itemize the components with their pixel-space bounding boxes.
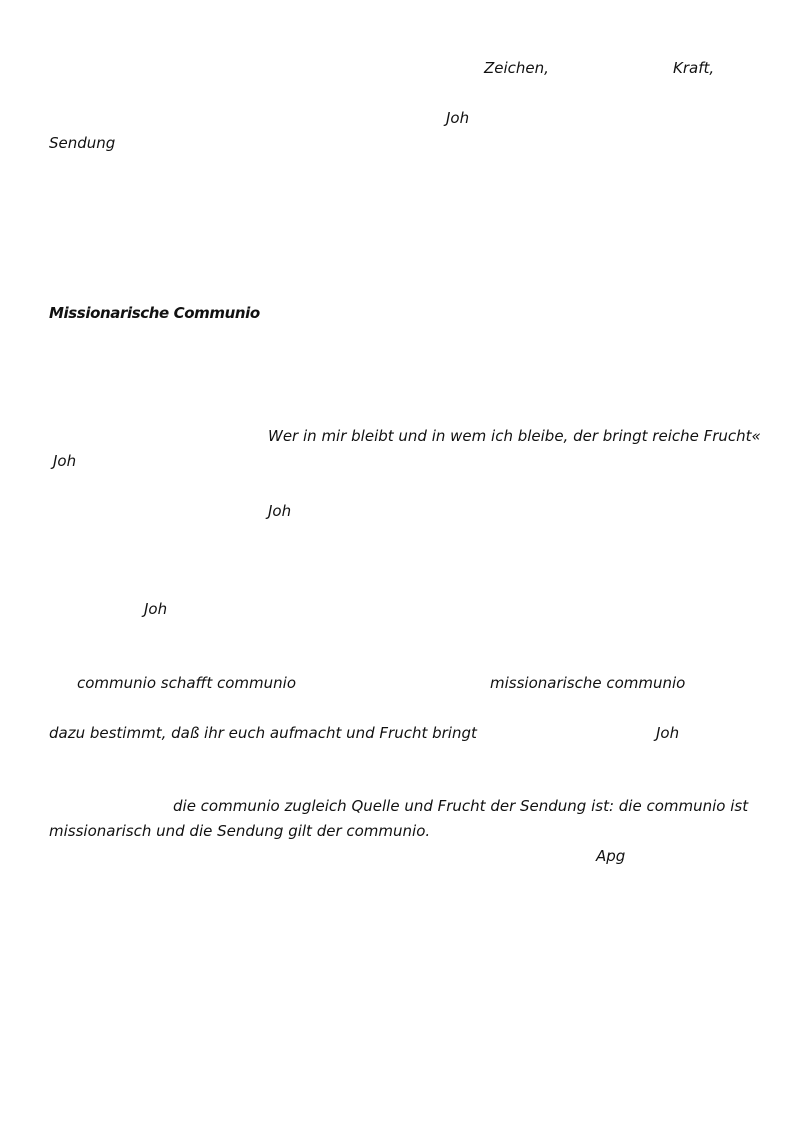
text-communio-quelle-line1: die communio zugleich Quelle und Frucht der Sendung ist: die communio ist [173,797,749,815]
text-kraft: Kraft, [673,59,715,77]
text-sendung: Sendung [49,134,116,152]
text-zeichen: Zeichen, [484,59,549,77]
text-dazu-bestimmt: dazu bestimmt, daß ihr euch aufmacht und Frucht bringt [49,724,477,742]
text-communio-quelle-line2: missionarisch und die Sendung gilt der communio. [49,822,431,840]
reference-joh: Joh [446,109,470,127]
reference-joh: Joh [144,600,168,618]
text-missionarische-communio: missionarische communio [490,674,686,692]
quote-wer-in-mir-bleibt: Wer in mir bleibt und in wem ich bleibe, der bringt reiche Frucht« [268,427,761,445]
section-heading: Missionarische Communio [49,304,260,322]
text-communio-schafft-communio: communio schafft communio [77,674,297,692]
reference-joh: Joh [656,724,680,742]
reference-joh: Joh [53,452,77,470]
reference-apg: Apg [596,847,626,865]
reference-joh: Joh [268,502,292,520]
